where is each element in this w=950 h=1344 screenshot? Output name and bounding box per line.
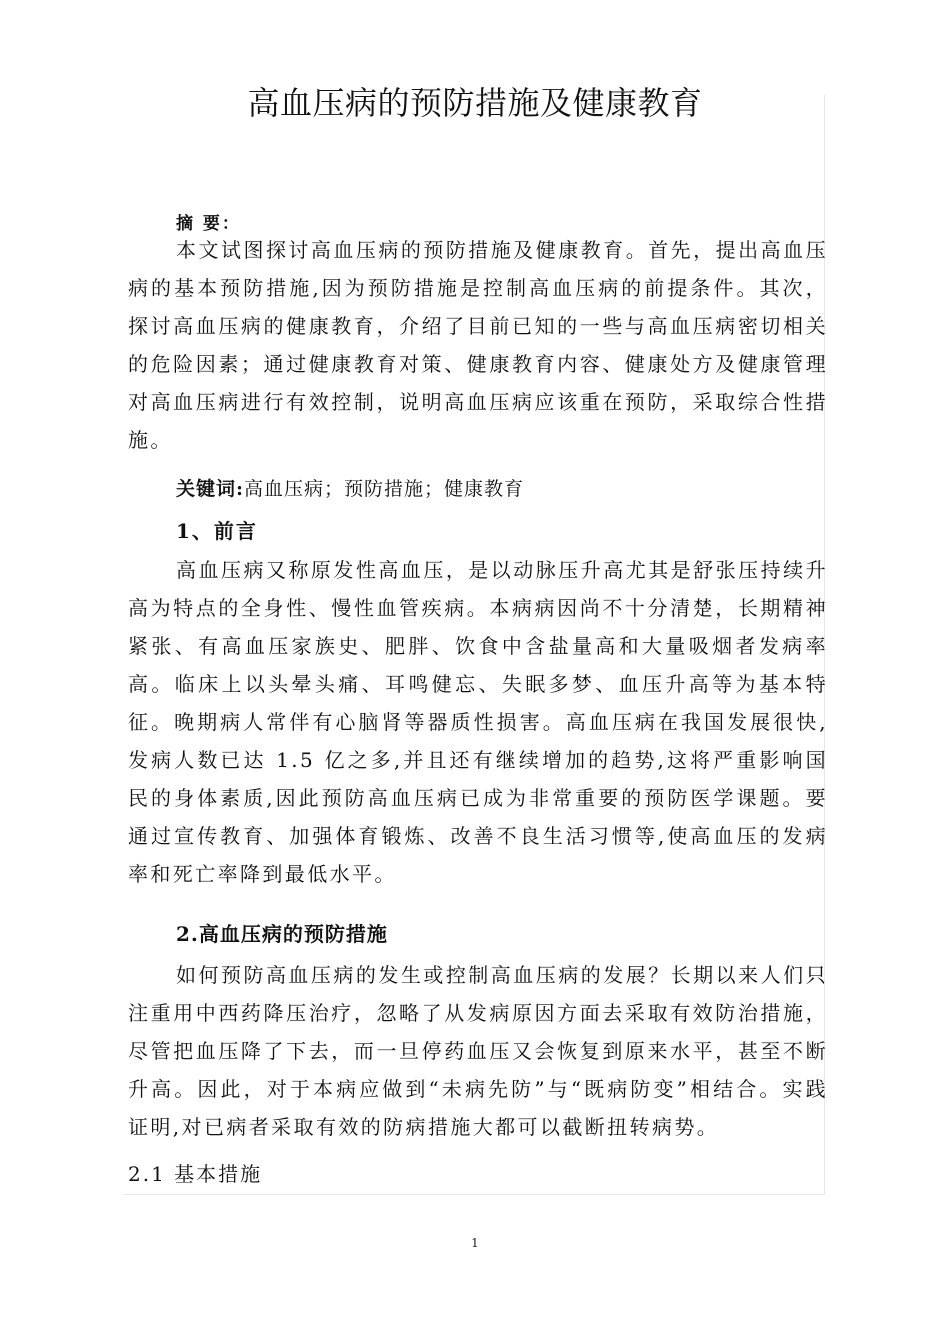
section-2-1-heading: 2.1 基本措施 bbox=[128, 1162, 263, 1186]
page-number: 1 bbox=[471, 1236, 479, 1250]
keywords-text: 高血压病；预防措施；健康教育 bbox=[244, 478, 525, 500]
section-1-paragraph: 高血压病又称原发性高血压，是以动脉压升高尤其是舒张压持续升高为特点的全身性、慢性血管疾病。本病病因尚不十分清楚，长期精神紧张、有高血压家族史、肥胖、饮食中含盐量高和大量吸烟者发病率高。临床上以头晕头痛、耳鸣健忘、失眠多梦、血压升高等为基本特征。晚期病人常伴有心脑肾等器质性损害。高血压病在我国发展很快,发病人数已达 1.5 亿之多,并且还有继续增加的趋势,这将严重影响国民的身体素质,因此预防高血压病已成为非常重要的预防医学课题。要通过宣传教育、加强体育锻炼、改善不良生活习惯等,使高血压的发病率和死亡率降到最低水平。 bbox=[128, 558, 828, 886]
document-title: 高血压病的预防措施及健康教育 bbox=[247, 84, 703, 122]
section-1-heading: 1、前言 bbox=[176, 519, 258, 543]
section-2-paragraph: 如何预防高血压病的发生或控制高血压病的发展？长期以来人们只注重用中西药降压治疗，忽略了从发病原因方面去采取有效防治措施，尽管把血压降了下去，而一旦停药血压又会恢复到原来水平，甚至不断升高。因此，对于本病应做到“未病先防”与“既病防变”相结合。实践证明,对已病者采取有效的防病措施大都可以截断扭转病势。 bbox=[128, 963, 828, 1139]
page-border-bottom bbox=[123, 1194, 825, 1195]
keywords-label: 关键词: bbox=[176, 478, 245, 500]
abstract-paragraph: 本文试图探讨高血压病的预防措施及健康教育。首先，提出高血压病的基本预防措施,因为预防措施是控制高血压病的前提条件。其次，探讨高血压病的健康教育，介绍了目前已知的一些与高血压病密切相关的危险因素；通过健康教育对策、健康教育内容、健康处方及健康管理对高血压病进行有效控制，说明高血压病应该重在预防，采取综合性措施。 bbox=[128, 238, 828, 452]
abstract-label: 摘 要： bbox=[176, 214, 241, 234]
section-2-heading: 2.高血压病的预防措施 bbox=[176, 922, 388, 946]
keywords-line bbox=[176, 474, 524, 501]
